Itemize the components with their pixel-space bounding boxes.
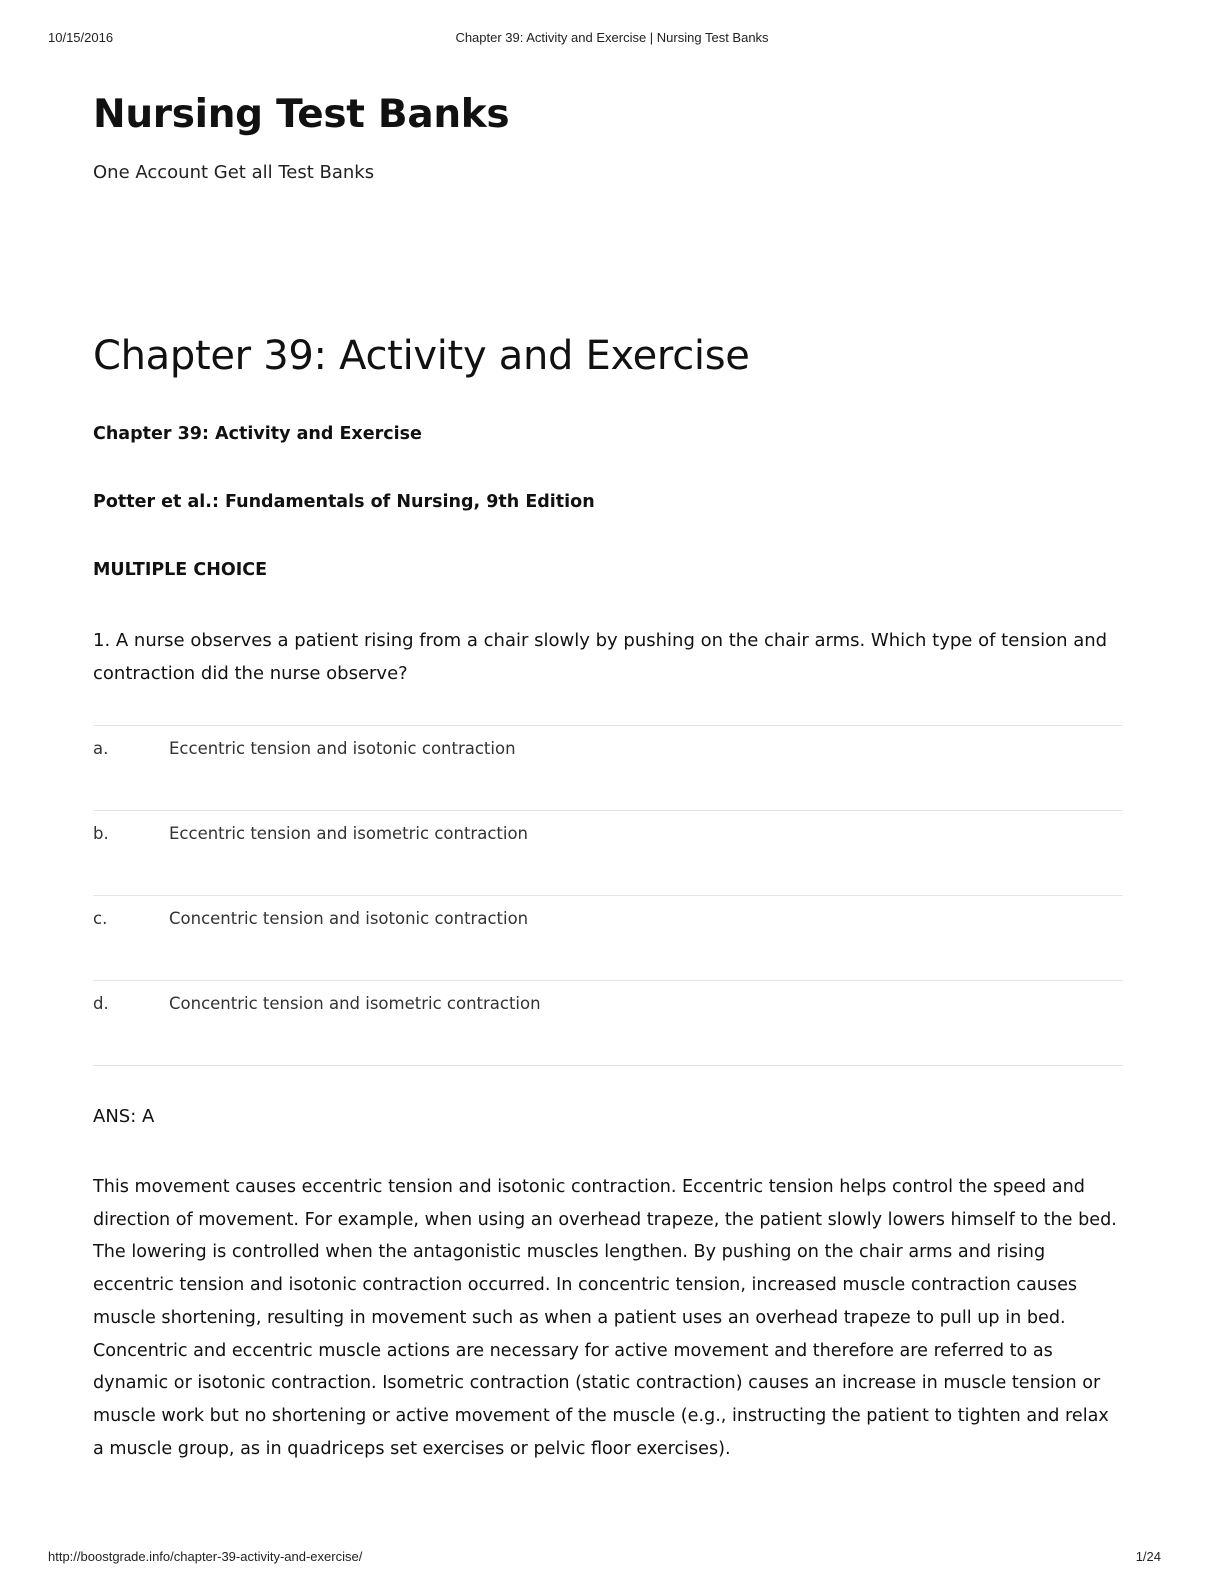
option-letter: a. [93,739,109,758]
post-title: Chapter 39: Activity and Exercise [93,333,750,379]
option-text: Eccentric tension and isotonic contraction [169,739,516,758]
option-letter: d. [93,994,109,1013]
print-url[interactable]: http://boostgrade.info/chapter-39-activity-and-exercise/ [48,1549,363,1564]
site-title[interactable]: Nursing Test Banks [93,92,510,137]
option-text: Concentric tension and isotonic contraction [169,909,529,928]
option-row-a [93,725,1123,810]
rationale-text: This movement causes eccentric tension and isotonic contraction. Eccentric tension helps control the speed and direction of movement. For example, when using an overhead trapeze, the patient slowly lowers himself to the bed. The lowering is controlled when the antagonistic muscles lengthen. By pushing on the chair arms and rising eccentric tension and isotonic contraction occurred. In concentric tension, increased muscle contraction causes muscle shortening, resulting in movement such as when a patient uses an overhead trapeze to pull up in bed. Concentric and eccentric muscle actions are necessary for active movement and therefore are referred to as dynamic or isotonic contraction. Isometric contraction (static contraction) causes an increase in muscle tension or muscle work but no shortening or active movement of the muscle (e.g., instructing the patient to tighten and relax a muscle group, as in quadriceps set exercises or pelvic floor exercises). [93,1177,1117,1459]
question-text: 1. A nurse observes a patient rising from a chair slowly by pushing on the chair arms. Which type of tension and contraction did the nurse observe? [93,630,1108,684]
site-tagline: One Account Get all Test Banks [93,162,375,183]
option-row-b [93,810,1123,895]
option-row-c [93,895,1123,980]
option-letter: b. [93,824,109,843]
print-date: 10/15/2016 [48,30,114,45]
option-letter: c. [93,909,108,928]
book-line: Potter et al.: Fundamentals of Nursing, 9th Edition [93,492,595,512]
answer-key: ANS: A [93,1106,155,1127]
options-table [93,725,1123,1066]
option-text: Eccentric tension and isometric contraction [169,824,528,843]
section-heading: MULTIPLE CHOICE [93,560,268,580]
option-row-d [93,980,1123,1065]
print-page-number: 1/24 [1135,1549,1161,1564]
chapter-line: Chapter 39: Activity and Exercise [93,424,422,444]
option-text: Concentric tension and isometric contraction [169,994,541,1013]
print-page-title: Chapter 39: Activity and Exercise | Nursing Test Banks [455,30,769,45]
